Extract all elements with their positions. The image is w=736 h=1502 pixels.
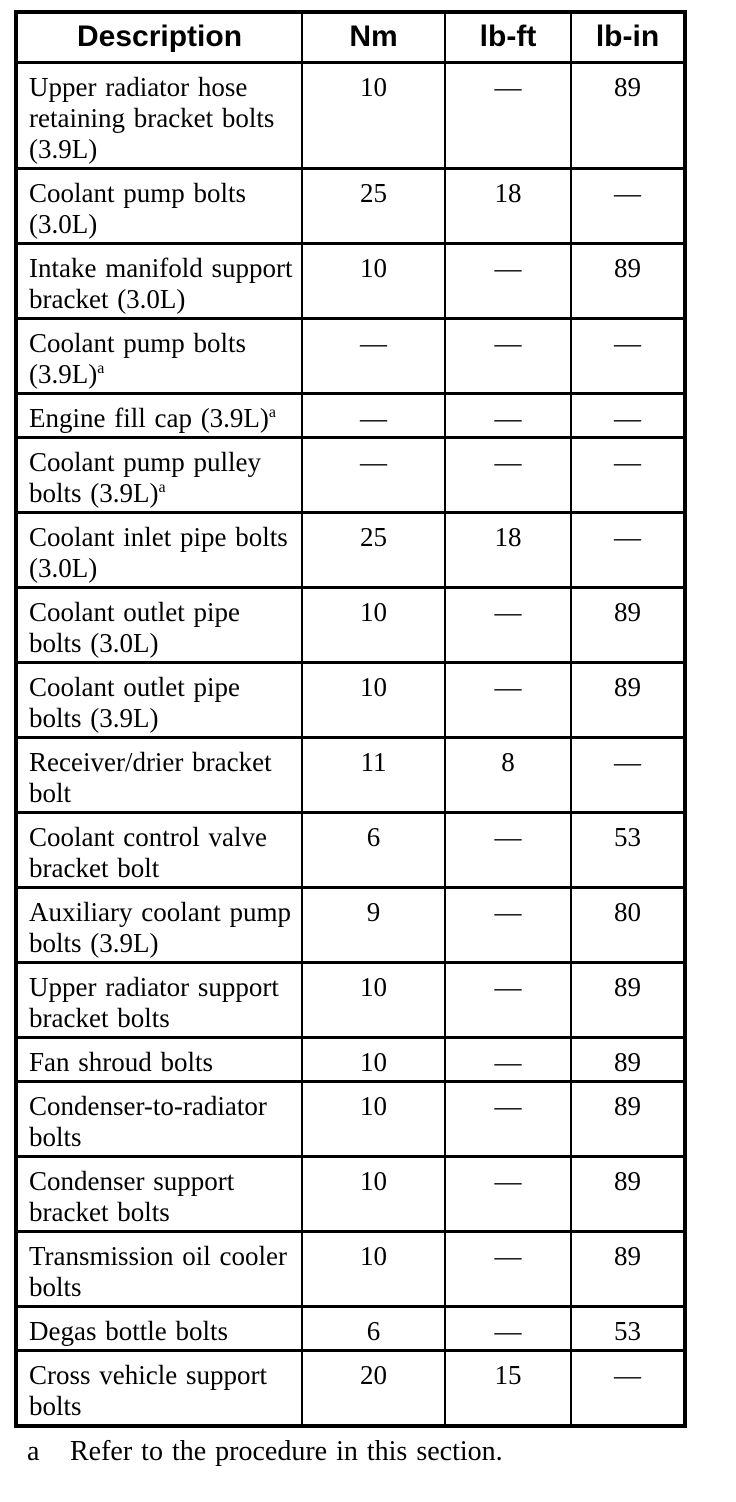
nm-cell: 10 [302, 63, 445, 169]
lb-in-cell: 53 [571, 1307, 685, 1351]
description-cell: Auxiliary coolant pump bolts (3.9L) [16, 888, 302, 963]
lb-ft-cell: — [445, 1157, 571, 1232]
lb-in-cell: — [571, 169, 685, 244]
table-row [16, 888, 685, 963]
description-cell: Intake manifold support bracket (3.0L) [16, 244, 302, 319]
footnote-marker: a [27, 1436, 40, 1467]
nm-cell: — [302, 438, 445, 513]
lb-ft-cell: — [445, 963, 571, 1038]
table-row [16, 438, 685, 513]
table-footnote [27, 1436, 503, 1468]
lb-ft-cell: 18 [445, 169, 571, 244]
nm-cell: 10 [302, 963, 445, 1038]
lb-in-cell: 80 [571, 888, 685, 963]
description-cell: Coolant inlet pipe bolts (3.0L) [16, 513, 302, 588]
nm-cell: 10 [302, 1038, 445, 1082]
table-row [16, 244, 685, 319]
lb-in-cell: 89 [571, 1157, 685, 1232]
description-cell: Coolant pump bolts (3.9L)$^a$ [16, 319, 302, 394]
nm-cell: 20 [302, 1351, 445, 1427]
table-header [16, 12, 685, 63]
table-row [16, 813, 685, 888]
lb-ft-cell: 18 [445, 513, 571, 588]
header-description: Description [16, 12, 302, 63]
description-cell: Condenser-to-radiator bolts [16, 1082, 302, 1157]
table-row [16, 963, 685, 1038]
nm-cell: 9 [302, 888, 445, 963]
lb-in-cell: — [571, 513, 685, 588]
table-row [16, 513, 685, 588]
description-cell: Coolant pump bolts (3.0L) [16, 169, 302, 244]
lb-ft-cell: 8 [445, 738, 571, 813]
nm-cell: 10 [302, 1232, 445, 1307]
lb-ft-cell: — [445, 1082, 571, 1157]
description-cell: Receiver/drier bracket bolt [16, 738, 302, 813]
lb-in-cell: 89 [571, 244, 685, 319]
table-body [16, 63, 685, 1427]
lb-in-cell: — [571, 394, 685, 438]
nm-cell: 10 [302, 663, 445, 738]
lb-ft-cell: — [445, 244, 571, 319]
table-row [16, 1038, 685, 1082]
lb-ft-cell: — [445, 394, 571, 438]
description-cell: Upper radiator hose retaining bracket bolts (3.9L) [16, 63, 302, 169]
footnote-marker-sup: a [158, 479, 166, 496]
lb-in-cell: — [571, 738, 685, 813]
header-nm: Nm [302, 12, 445, 63]
lb-ft-cell: — [445, 1307, 571, 1351]
description-cell: Upper radiator support bracket bolts [16, 963, 302, 1038]
nm-cell: 10 [302, 244, 445, 319]
description-cell: Degas bottle bolts [16, 1307, 302, 1351]
nm-cell: 25 [302, 169, 445, 244]
nm-cell: 10 [302, 1157, 445, 1232]
description-cell: Coolant pump pulley bolts (3.9L)$^a$ [16, 438, 302, 513]
table-row [16, 1082, 685, 1157]
table-row [16, 394, 685, 438]
lb-in-cell: — [571, 319, 685, 394]
nm-cell: 6 [302, 813, 445, 888]
lb-in-cell: — [571, 1351, 685, 1427]
lb-ft-cell: — [445, 63, 571, 169]
lb-in-cell: 89 [571, 1082, 685, 1157]
lb-ft-cell: — [445, 663, 571, 738]
nm-cell: 25 [302, 513, 445, 588]
table-row [16, 1157, 685, 1232]
nm-cell: — [302, 319, 445, 394]
table-row [16, 1307, 685, 1351]
lb-ft-cell: — [445, 888, 571, 963]
header-lb-in: lb-in [571, 12, 685, 63]
lb-ft-cell: 15 [445, 1351, 571, 1427]
nm-cell: 10 [302, 588, 445, 663]
table-row [16, 588, 685, 663]
lb-in-cell: 89 [571, 963, 685, 1038]
nm-cell: 11 [302, 738, 445, 813]
table-row [16, 663, 685, 738]
description-cell: Cross vehicle support bolts [16, 1351, 302, 1427]
description-cell: Coolant outlet pipe bolts (3.9L) [16, 663, 302, 738]
footnote-marker-sup: a [268, 404, 277, 421]
table-row [16, 319, 685, 394]
lb-in-cell: 53 [571, 813, 685, 888]
lb-in-cell: 89 [571, 1232, 685, 1307]
description-cell: Fan shroud bolts [16, 1038, 302, 1082]
lb-ft-cell: — [445, 1232, 571, 1307]
footnote-text: Refer to the procedure in this section. [70, 1436, 503, 1467]
lb-in-cell: 89 [571, 1038, 685, 1082]
description-cell: Engine fill cap (3.9L)$^a$ [16, 394, 302, 438]
header-lb-ft: lb-ft [445, 12, 571, 63]
table-row [16, 1351, 685, 1427]
lb-ft-cell: — [445, 319, 571, 394]
nm-cell: — [302, 394, 445, 438]
description-cell: Coolant control valve bracket bolt [16, 813, 302, 888]
lb-in-cell: 89 [571, 588, 685, 663]
nm-cell: 6 [302, 1307, 445, 1351]
table-row [16, 169, 685, 244]
table-row [16, 63, 685, 169]
torque-spec-table [14, 10, 687, 1428]
lb-ft-cell: — [445, 813, 571, 888]
table-row [16, 738, 685, 813]
header-row [16, 12, 685, 63]
description-cell: Coolant outlet pipe bolts (3.0L) [16, 588, 302, 663]
lb-ft-cell: — [445, 1038, 571, 1082]
lb-in-cell: 89 [571, 63, 685, 169]
footnote-marker-sup: a [97, 360, 105, 377]
lb-in-cell: — [571, 438, 685, 513]
description-cell: Transmission oil cooler bolts [16, 1232, 302, 1307]
table-row [16, 1232, 685, 1307]
description-cell: Condenser support bracket bolts [16, 1157, 302, 1232]
lb-in-cell: 89 [571, 663, 685, 738]
lb-ft-cell: — [445, 438, 571, 513]
nm-cell: 10 [302, 1082, 445, 1157]
lb-ft-cell: — [445, 588, 571, 663]
